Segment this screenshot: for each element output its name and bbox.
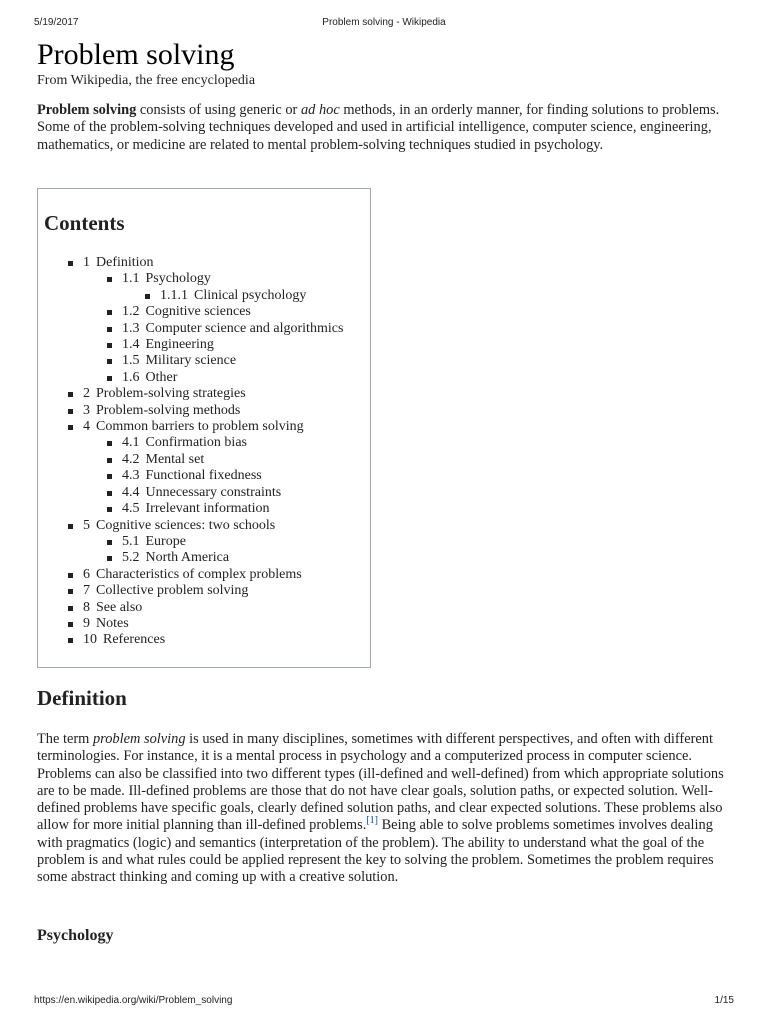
- bullet-icon: [68, 589, 73, 594]
- toc-list: [38, 255, 368, 649]
- toc-item-5-2[interactable]: [38, 550, 368, 566]
- toc-number: 6: [83, 566, 90, 582]
- toc-item-1-1-1[interactable]: [38, 288, 368, 304]
- toc-label: See also: [96, 599, 143, 615]
- toc-label: Europe: [145, 533, 186, 549]
- toc-number: 1.4: [122, 337, 140, 353]
- bullet-icon: [68, 524, 73, 529]
- toc-label: Characteristics of complex problems: [96, 566, 302, 582]
- toc-label: Military science: [145, 353, 237, 369]
- toc-number: 7: [83, 583, 90, 599]
- toc-label: Common barriers to problem solving: [96, 419, 304, 435]
- tagline: From Wikipedia, the free encyclopedia: [37, 73, 256, 88]
- bullet-icon: [107, 359, 112, 364]
- table-of-contents: [37, 188, 371, 668]
- toc-number: 4: [83, 419, 90, 435]
- bullet-icon: [107, 491, 112, 496]
- bullet-icon: [107, 376, 112, 381]
- toc-label: Definition: [96, 255, 154, 270]
- toc-number: 2: [83, 386, 90, 402]
- print-url: https://en.wikipedia.org/wiki/Problem_solving: [34, 995, 233, 1006]
- bullet-icon: [107, 343, 112, 348]
- toc-item-1-1[interactable]: [38, 271, 368, 287]
- toc-item-5-1[interactable]: [38, 534, 368, 550]
- toc-number: 1: [83, 255, 90, 270]
- toc-label: Problem-solving strategies: [96, 386, 246, 402]
- print-date: 5/19/2017: [34, 17, 79, 28]
- bullet-icon: [68, 622, 73, 627]
- toc-number: 9: [83, 615, 90, 631]
- section-heading-psychology: Psychology: [37, 927, 114, 944]
- bullet-icon: [107, 310, 112, 315]
- page-title: Problem solving: [37, 38, 235, 71]
- toc-item-1-5[interactable]: [38, 353, 368, 369]
- toc-label: Problem-solving methods: [96, 402, 241, 418]
- toc-label: Clinical psychology: [194, 287, 307, 303]
- toc-number: 1.5: [122, 353, 140, 369]
- bullet-icon: [68, 573, 73, 578]
- toc-number: 1.6: [122, 369, 140, 385]
- toc-label: Cognitive sciences: [145, 304, 251, 320]
- toc-number: 5.2: [122, 550, 140, 566]
- toc-label: Collective problem solving: [96, 583, 249, 599]
- bullet-icon: [68, 638, 73, 643]
- definition-text-2: is used in many disciplines, sometimes with different perspectives, and often with different terminologies. For instance, it is a mental process in psychology and a computerized process in computer science. Problems can also be classified into two different types (ill-defined and well-defined) from which appropriate solutions are to be made. Ill-defined problems are those that do not have clear goals, solution paths, or expected solution. Well-defined problems have specific goals, clearly defined solution paths, and clear expected solutions. These problems also allow for more initial planning than ill-defined problems.: [37, 731, 724, 834]
- toc-label: Mental set: [145, 451, 205, 467]
- definition-paragraph: [37, 731, 730, 887]
- definition-text-3: Being able to solve problems sometimes involves dealing with pragmatics (logic) and semantics (interpretation of the problem). The ability to understand what the goal of the problem is and what rules could be applied represent the key to solving the problem. Sometimes the problem requires some abstract thinking and coming up with a creative solution.: [37, 817, 714, 886]
- toc-item-4-3[interactable]: [38, 468, 368, 484]
- toc-item-8[interactable]: [38, 600, 368, 616]
- toc-label: Unnecessary constraints: [145, 484, 282, 500]
- toc-label: Engineering: [145, 337, 214, 353]
- toc-item-5[interactable]: [38, 518, 368, 534]
- lead-bold-term: Problem solving: [37, 102, 137, 118]
- toc-number: 4.4: [122, 484, 140, 500]
- toc-number: 1.2: [122, 304, 140, 320]
- toc-item-4-2[interactable]: [38, 452, 368, 468]
- toc-label: Cognitive sciences: two schools: [96, 517, 276, 533]
- toc-label: Computer science and algorithmics: [145, 320, 344, 336]
- toc-item-4-4[interactable]: [38, 485, 368, 501]
- definition-text-1: The term: [37, 731, 93, 747]
- toc-label: Confirmation bias: [145, 435, 247, 451]
- toc-number: 8: [83, 599, 90, 615]
- reference-link[interactable]: [1]: [366, 815, 378, 827]
- toc-title: Contents: [44, 211, 125, 235]
- bullet-icon: [68, 409, 73, 414]
- toc-item-1[interactable]: [38, 255, 368, 271]
- toc-number: 5: [83, 517, 90, 533]
- bullet-icon: [145, 294, 150, 299]
- toc-item-3[interactable]: [38, 403, 368, 419]
- toc-item-6[interactable]: [38, 567, 368, 583]
- article-content: [37, 38, 727, 944]
- bullet-icon: [107, 507, 112, 512]
- toc-item-4-1[interactable]: [38, 435, 368, 451]
- toc-label: Notes: [96, 615, 129, 631]
- lead-paragraph: [37, 102, 727, 154]
- toc-number: 1.1: [122, 271, 140, 287]
- bullet-icon: [68, 606, 73, 611]
- toc-label: North America: [145, 550, 230, 566]
- toc-number: 10: [83, 632, 97, 648]
- toc-item-1-3[interactable]: [38, 321, 368, 337]
- toc-number: 1.1.1: [160, 287, 188, 303]
- bullet-icon: [107, 556, 112, 561]
- bullet-icon: [68, 425, 73, 430]
- print-page-number: 1/15: [714, 995, 734, 1006]
- toc-item-1-4[interactable]: [38, 337, 368, 353]
- lead-italic-term: ad hoc: [300, 102, 340, 118]
- toc-number: 5.1: [122, 533, 140, 549]
- toc-label: Psychology: [145, 271, 211, 287]
- bullet-icon: [107, 327, 112, 332]
- bullet-icon: [107, 474, 112, 479]
- toc-number: 4.3: [122, 468, 140, 484]
- bullet-icon: [107, 540, 112, 545]
- toc-label: Irrelevant information: [145, 501, 270, 517]
- toc-label: Other: [145, 369, 178, 385]
- toc-item-10[interactable]: [38, 632, 368, 648]
- toc-item-4-5[interactable]: [38, 501, 368, 517]
- toc-item-4[interactable]: [38, 419, 368, 435]
- toc-number: 4.5: [122, 501, 140, 517]
- definition-italic-term: problem solving: [92, 731, 186, 747]
- print-page-title: Problem solving - Wikipedia: [322, 17, 446, 28]
- toc-number: 4.2: [122, 451, 140, 467]
- toc-item-1-2[interactable]: [38, 304, 368, 320]
- bullet-icon: [107, 277, 112, 282]
- bullet-icon: [107, 441, 112, 446]
- toc-item-1-6[interactable]: [38, 370, 368, 386]
- section-heading-definition: Definition: [37, 686, 127, 710]
- toc-item-9[interactable]: [38, 616, 368, 632]
- lead-text-1: consists of using generic or: [136, 102, 301, 118]
- lead-text-2: methods, in an orderly manner, for finding solutions to problems. Some of the problem-solving techniques developed and used in artificial intelligence, computer science, engineering, mathematics, or medicine are related to mental problem-solving techniques studied in psychology.: [37, 102, 720, 153]
- toc-item-2[interactable]: [38, 386, 368, 402]
- bullet-icon: [68, 261, 73, 266]
- toc-label: Functional fixedness: [145, 468, 262, 484]
- bullet-icon: [68, 392, 73, 397]
- toc-number: 4.1: [122, 435, 140, 451]
- toc-number: 1.3: [122, 320, 140, 336]
- toc-number: 3: [83, 402, 90, 418]
- toc-item-7[interactable]: [38, 583, 368, 599]
- toc-label: References: [103, 632, 166, 648]
- bullet-icon: [107, 458, 112, 463]
